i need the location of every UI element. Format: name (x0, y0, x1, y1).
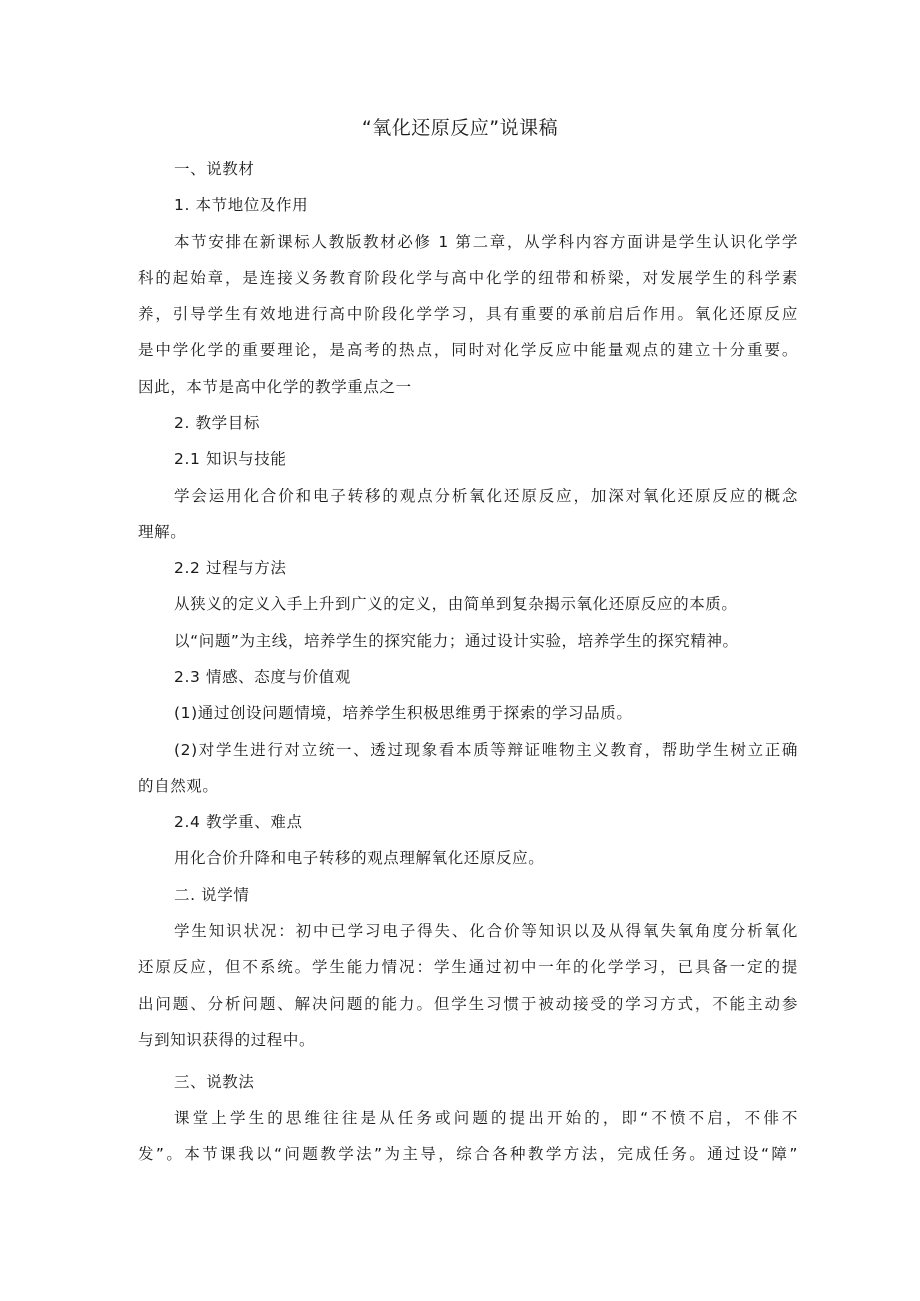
paragraph-line: 还原反应，但不系统。学生能力情况：学生通过初中一年的化学学习，已具备一定的提 (138, 958, 798, 976)
paragraph-line: 科的起始章，是连接义务教育阶段化学与高中化学的纽带和桥梁，对发展学生的科学素 (138, 269, 798, 287)
document-title: “氧化还原反应”说课稿 (361, 117, 559, 139)
paragraph-line: 学会运用化合价和电子转移的观点分析氧化还原反应，加深对氧化还原反应的概念 (174, 487, 798, 505)
heading-1-1-status: 1. 本节地位及作用 (174, 196, 309, 214)
paragraph-line: 的自然观。 (138, 777, 219, 795)
heading-1-textbook: 一、说教材 (174, 160, 255, 178)
paragraph-line: 发”。本节课我以“问题教学法”为主导，综合各种教学方法，完成任务。通过设“障” (138, 1145, 798, 1163)
paragraph-line: 本节安排在新课标人教版教材必修 1 第二章，从学科内容方面讲是学生认识化学学 (174, 233, 798, 251)
heading-2-1-knowledge: 2.1 知识与技能 (174, 450, 287, 468)
paragraph-line: 出问题、分析问题、解决问题的能力。但学生习惯于被动接受的学习方式，不能主动参 (138, 995, 798, 1013)
paragraph-line: (1)通过创设问题情境，培养学生积极思维勇于探索的学习品质。 (174, 704, 633, 722)
heading-2-goals: 2. 教学目标 (174, 414, 260, 432)
paragraph-line: (2)对学生进行对立统一、透过现象看本质等辩证唯物主义教育，帮助学生树立正确 (174, 741, 798, 759)
heading-2-3-emotion: 2.3 情感、态度与价值观 (174, 668, 351, 686)
paragraph-line: 用化合价升降和电子转移的观点理解氧化还原反应。 (174, 849, 545, 867)
paragraph-line: 是中学化学的重要理论，是高考的热点，同时对化学反应中能量观点的建立十分重要。 (138, 341, 798, 359)
heading-teaching-methods: 三、说教法 (174, 1073, 255, 1091)
paragraph-line: 因此，本节是高中化学的教学重点之一 (138, 378, 412, 396)
heading-2-4-key-points: 2.4 教学重、难点 (174, 813, 303, 831)
heading-2-2-process: 2.2 过程与方法 (174, 559, 287, 577)
paragraph-line: 理解。 (138, 523, 187, 541)
paragraph-line: 课堂上学生的思维往往是从任务或问题的提出开始的，即“不愤不启，不俳不 (174, 1109, 798, 1127)
paragraph-line: 养，引导学生有效地进行高中阶段化学学习，具有重要的承前启后作用。氧化还原反应 (138, 305, 798, 323)
paragraph-line: 与到知识获得的过程中。 (138, 1031, 316, 1049)
paragraph-line: 学生知识状况：初中已学习电子得失、化合价等知识以及从得氧失氧角度分析氧化 (174, 922, 798, 940)
paragraph-line: 以“问题”为主线，培养学生的探究能力；通过设计实验，培养学生的探究精神。 (174, 632, 739, 650)
paragraph-line: 从狭义的定义入手上升到广义的定义，由简单到复杂揭示氧化还原反应的本质。 (174, 595, 738, 613)
heading-students: 二. 说学情 (174, 886, 250, 904)
